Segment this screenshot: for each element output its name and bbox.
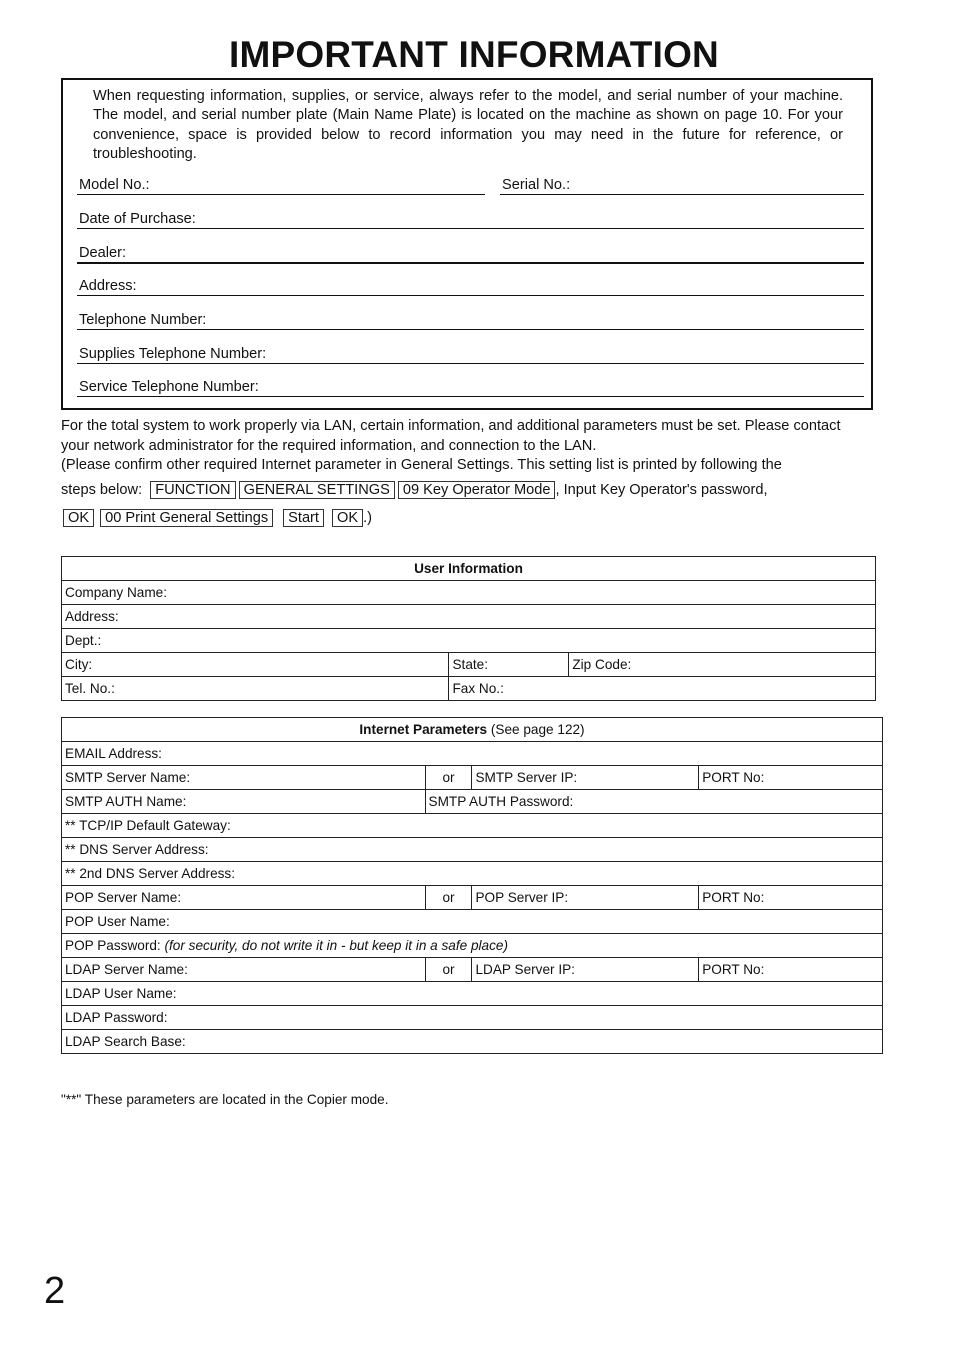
pop-user-name-cell[interactable]: POP User Name: xyxy=(62,910,883,934)
smtp-auth-password-cell[interactable]: SMTP AUTH Password: xyxy=(425,790,882,814)
ldap-server-ip-cell[interactable]: LDAP Server IP: xyxy=(472,958,699,982)
dealer-field[interactable]: Dealer: xyxy=(77,244,864,264)
smtp-auth-name-cell[interactable]: SMTP AUTH Name: xyxy=(62,790,426,814)
ldap-user-name-cell[interactable]: LDAP User Name: xyxy=(62,982,883,1006)
email-address-cell[interactable]: EMAIL Address: xyxy=(62,742,883,766)
steps-line-2 xyxy=(63,508,372,528)
steps-end: .) xyxy=(363,510,372,526)
steps-line-1 xyxy=(61,480,768,500)
pop-port-cell[interactable]: PORT No: xyxy=(699,886,883,910)
general-settings-key: GENERAL SETTINGS xyxy=(239,481,395,499)
fax-no-cell[interactable]: Fax No.: xyxy=(449,677,876,701)
page-number: 2 xyxy=(44,1270,66,1312)
intro-paragraph: When requesting information, supplies, or service, always refer to the model, and serial number of your machine. The model, and serial number plate (Main Name Plate) is located on the machine as shown on page 10. For your convenience, space is provided below to record information you may need in the future for reference, or troubleshooting. xyxy=(93,88,843,163)
ok-key-2: OK xyxy=(332,509,363,527)
zip-code-cell[interactable]: Zip Code: xyxy=(569,653,876,677)
ok-key: OK xyxy=(63,509,94,527)
pop-server-name-cell[interactable]: POP Server Name: xyxy=(62,886,426,910)
lan-confirm: (Please confirm other required Internet parameter in General Settings. This setting list is printed by following the xyxy=(61,457,782,474)
lan-paragraph: For the total system to work properly via LAN, certain information, and additional parameters must be set. Please contact your network administrator for the required information, and connection to the LAN. xyxy=(61,418,841,454)
pop-server-ip-cell[interactable]: POP Server IP: xyxy=(472,886,699,910)
telephone-field[interactable]: Telephone Number: xyxy=(77,311,864,330)
smtp-or-label: or xyxy=(425,766,472,790)
pop-password-cell[interactable]: POP Password: (for security, do not write it in - but keep it in a safe place) xyxy=(62,934,883,958)
ldap-server-name-cell[interactable]: LDAP Server Name: xyxy=(62,958,426,982)
address-field[interactable]: Address: xyxy=(77,277,864,296)
ldap-password-cell[interactable]: LDAP Password: xyxy=(62,1006,883,1030)
footnote: "**" These parameters are located in the Copier mode. xyxy=(61,1092,389,1107)
supplies-telephone-field[interactable]: Supplies Telephone Number: xyxy=(77,345,864,364)
dns-server-cell[interactable]: ** DNS Server Address: xyxy=(62,838,883,862)
dept-cell[interactable]: Dept.: xyxy=(62,629,876,653)
serial-no-field[interactable]: Serial No.: xyxy=(500,176,864,195)
second-dns-server-cell[interactable]: ** 2nd DNS Server Address: xyxy=(62,862,883,886)
service-telephone-field[interactable]: Service Telephone Number: xyxy=(77,378,864,397)
model-no-field[interactable]: Model No.: xyxy=(77,176,485,195)
user-information-table xyxy=(61,556,876,701)
ldap-or-label: or xyxy=(425,958,472,982)
internet-parameters-table xyxy=(61,717,883,1054)
smtp-server-name-cell[interactable]: SMTP Server Name: xyxy=(62,766,426,790)
smtp-port-cell[interactable]: PORT No: xyxy=(699,766,883,790)
default-gateway-cell[interactable]: ** TCP/IP Default Gateway: xyxy=(62,814,883,838)
function-key: FUNCTION xyxy=(150,481,235,499)
company-name-cell[interactable]: Company Name: xyxy=(62,581,876,605)
smtp-server-ip-cell[interactable]: SMTP Server IP: xyxy=(472,766,699,790)
start-key: Start xyxy=(283,509,324,527)
user-info-header: User Information xyxy=(62,557,876,581)
pop-password-note: (for security, do not write it in - but keep it in a safe place) xyxy=(164,937,509,953)
user-address-cell[interactable]: Address: xyxy=(62,605,876,629)
lan-instructions xyxy=(61,417,869,476)
ldap-search-base-cell[interactable]: LDAP Search Base: xyxy=(62,1030,883,1054)
steps-prefix: steps below: xyxy=(61,482,143,498)
internet-header: Internet Parameters (See page 122) xyxy=(62,718,883,742)
record-box xyxy=(61,78,873,410)
state-cell[interactable]: State: xyxy=(449,653,569,677)
ldap-port-cell[interactable]: PORT No: xyxy=(699,958,883,982)
print-general-settings-key: 00 Print General Settings xyxy=(100,509,273,527)
key-operator-mode-key: 09 Key Operator Mode xyxy=(398,481,556,499)
date-of-purchase-field[interactable]: Date of Purchase: xyxy=(77,210,864,229)
page-title: IMPORTANT INFORMATION xyxy=(229,34,719,75)
after-keys-text: , Input Key Operator's password, xyxy=(555,482,768,498)
pop-or-label: or xyxy=(425,886,472,910)
tel-no-cell[interactable]: Tel. No.: xyxy=(62,677,449,701)
city-cell[interactable]: City: xyxy=(62,653,449,677)
